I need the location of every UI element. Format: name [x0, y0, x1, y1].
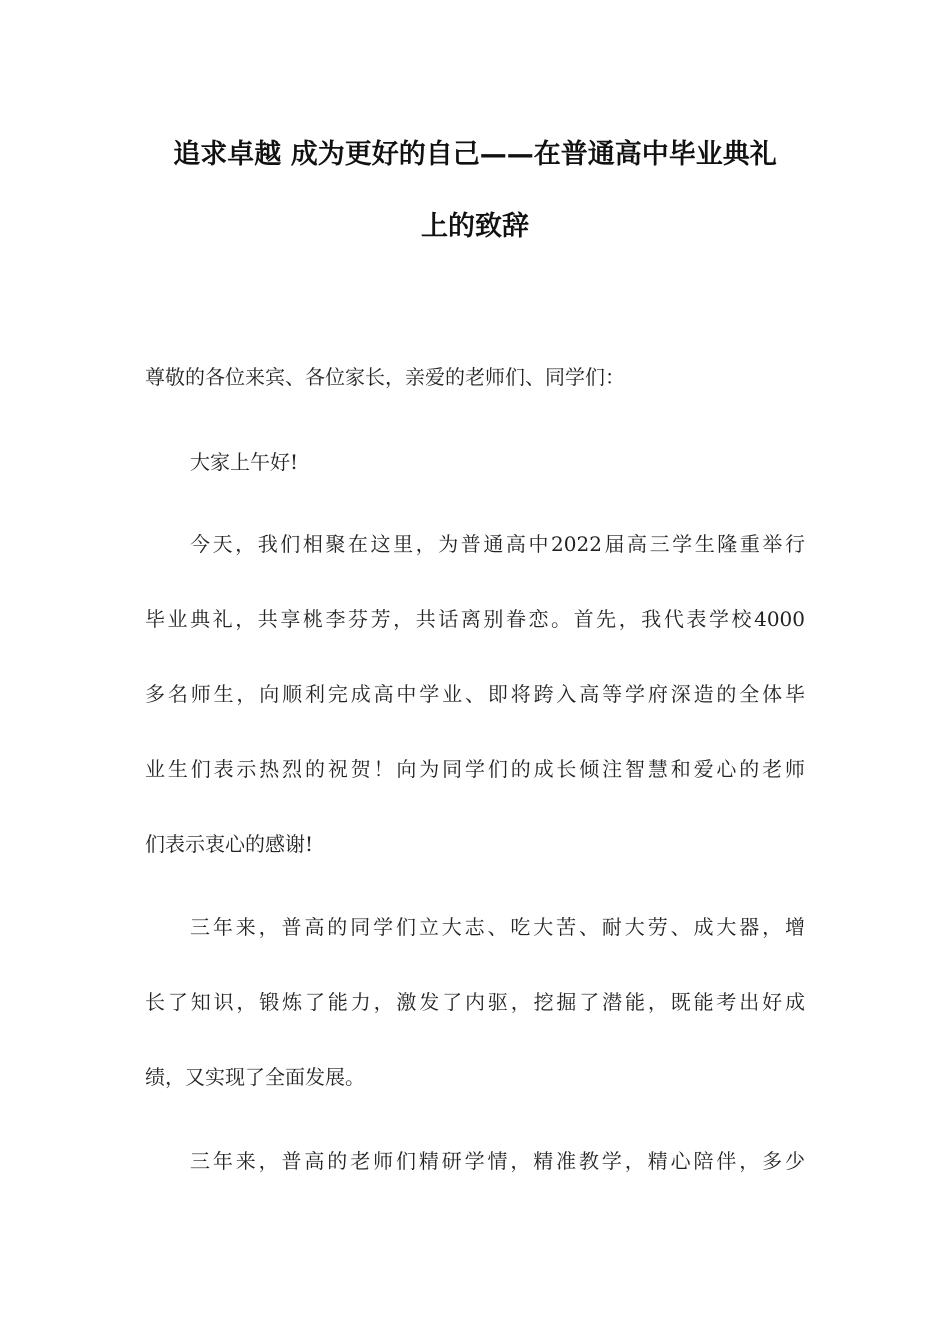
- title-line-2: 上的致辞: [421, 211, 529, 242]
- title-line-1: 追求卓越 成为更好的自己——在普通高中毕业典礼: [173, 139, 777, 170]
- salutation: 尊敬的各位来宾、各位家长，亲爱的老师们、同学们：: [145, 365, 625, 389]
- paragraph-1-line-5: 们表示衷心的感谢!: [145, 832, 314, 856]
- paragraph-3-line-1: 三年来，普高的老师们精研学情，精准教学，精心陪伴，多少: [190, 1149, 805, 1173]
- paragraph-2-line-1: 三年来，普高的同学们立大志、吃大苦、耐大劳、成大器，增: [190, 915, 805, 939]
- paragraph-1-line-2: 毕业典礼，共享桃李芬芳，共话离别眷恋。首先，我代表学校4000: [145, 607, 805, 631]
- paragraph-1-line-4: 业生们表示热烈的祝贺！向为同学们的成长倾注智慧和爱心的老师: [145, 757, 805, 781]
- paragraph-1-line-3: 多名师生，向顺利完成高中学业、即将跨入高等学府深造的全体毕: [145, 682, 805, 706]
- paragraph-2-line-2: 长了知识，锻炼了能力，激发了内驱，挖掘了潜能，既能考出好成: [145, 990, 805, 1014]
- greeting: 大家上午好!: [190, 450, 299, 474]
- paragraph-1-line-1: 今天，我们相聚在这里，为普通高中2022届高三学生隆重举行: [190, 532, 805, 556]
- paragraph-2-line-3: 绩，又实现了全面发展。: [145, 1065, 365, 1089]
